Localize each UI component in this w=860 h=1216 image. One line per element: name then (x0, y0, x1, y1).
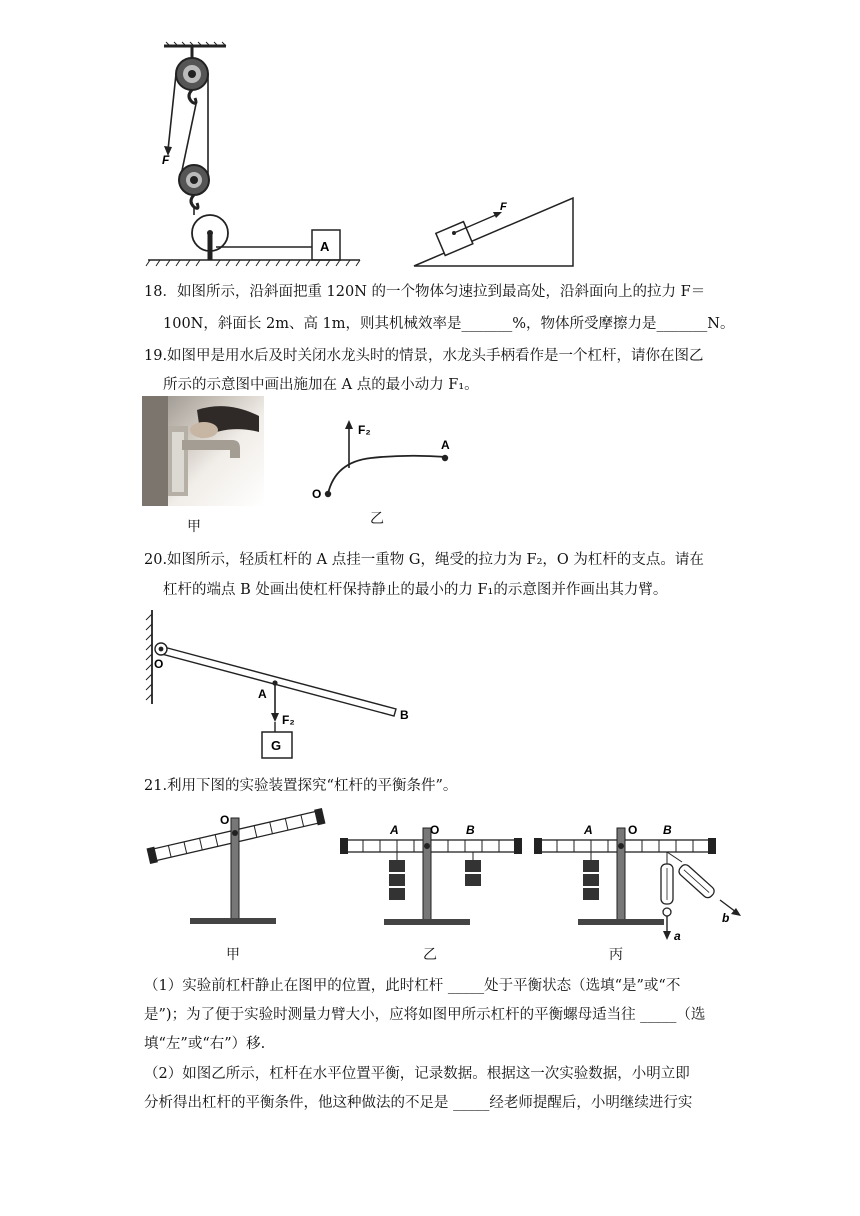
o-label-q20: O (154, 657, 164, 671)
f2-label-yi: F₂ (358, 423, 371, 437)
caption-yi-q19: 乙 (370, 511, 384, 527)
lever-diagram-yi (305, 418, 465, 508)
q21-title: 21.利用下图的实验装置探究“杠杆的平衡条件”。 (144, 778, 458, 794)
q18-line-1: 18．如图所示，沿斜面把重 120N 的一个物体匀速拉到最高处，沿斜面向上的拉力 F＝ (144, 284, 706, 300)
o-label-yi: O (312, 487, 322, 501)
a-label-bing: A (584, 823, 593, 837)
lever-wall-figure (140, 606, 430, 766)
q21-p2-line-1: （2）如图乙所示，杠杆在水平位置平衡，记录数据。根据这一次实验数据，小明立即 (144, 1066, 690, 1082)
faucet-illustration (142, 396, 264, 506)
q21-p1-line-1: （1）实验前杠杆静止在图甲的位置，此时杠杆 _____处于平衡状态（选填“是”或“不 (144, 978, 681, 994)
q21-p1-line-2: 是”)；为了便于实验时测量力臂大小，应将如图甲所示杠杆的平衡螺母适当往 _____（选 (144, 1007, 706, 1023)
incline-f-label: F (500, 201, 507, 213)
q20-line-1: 20.如图所示，轻质杠杆的 A 点挂一重物 G，绳受的拉力为 F₂，O 为杠杆的支点。请在 (144, 552, 704, 568)
caption-jia-q21: 甲 (226, 947, 240, 963)
caption-jia-q19: 甲 (187, 519, 201, 535)
lever-stand-jia (144, 806, 334, 936)
block-a-label: A (320, 239, 330, 254)
caption-bing-q21: 丙 (609, 947, 623, 963)
q19-line-1: 19.如图甲是用水后及时关闭水龙头时的情景，水龙头手柄看作是一个杠杆，请你在图乙 (144, 348, 704, 364)
a-label-yi-q21: A (390, 823, 399, 837)
lever-stand-yi (336, 818, 526, 936)
force-f-label: F (162, 153, 170, 167)
q20-line-2: 杠杆的端点 B 处画出使杠杆保持静止的最小的力 F₁的示意图并作画出其力臂。 (163, 582, 668, 598)
f2-label-q20: F₂ (282, 713, 295, 727)
a-label-q20: A (258, 687, 267, 701)
b-force-label: b (722, 911, 730, 925)
q18-line-2: 100N，斜面长 2m、高 1m，则其机械效率是_______%，物体所受摩擦力是_______N。 (163, 316, 735, 332)
g-label-q20: G (271, 738, 282, 753)
q21-p1-line-3: 填“左”或“右”）移. (144, 1036, 266, 1052)
o-label-bing: O (628, 823, 638, 837)
a-force-label: a (674, 929, 681, 943)
q19-line-2: 所示的示意图中画出施加在 A 点的最小动力 F₁。 (163, 377, 479, 393)
a-label-yi: A (441, 438, 450, 452)
lever-stand-bing (530, 818, 758, 944)
o-label-jia: O (220, 813, 230, 827)
o-label-yi-q21: O (430, 823, 440, 837)
q21-p2-line-2: 分析得出杠杆的平衡条件，他这种做法的不足是 _____经老师提醒后，小明继续进行实 (144, 1095, 693, 1111)
faucet-photo (142, 396, 264, 506)
incline-figure (410, 192, 580, 272)
pulley-system-figure (140, 40, 380, 272)
b-label-bing: B (663, 823, 672, 837)
b-label-yi-q21: B (466, 823, 475, 837)
b-label-q20: B (400, 708, 409, 722)
caption-yi-q21: 乙 (423, 947, 437, 963)
